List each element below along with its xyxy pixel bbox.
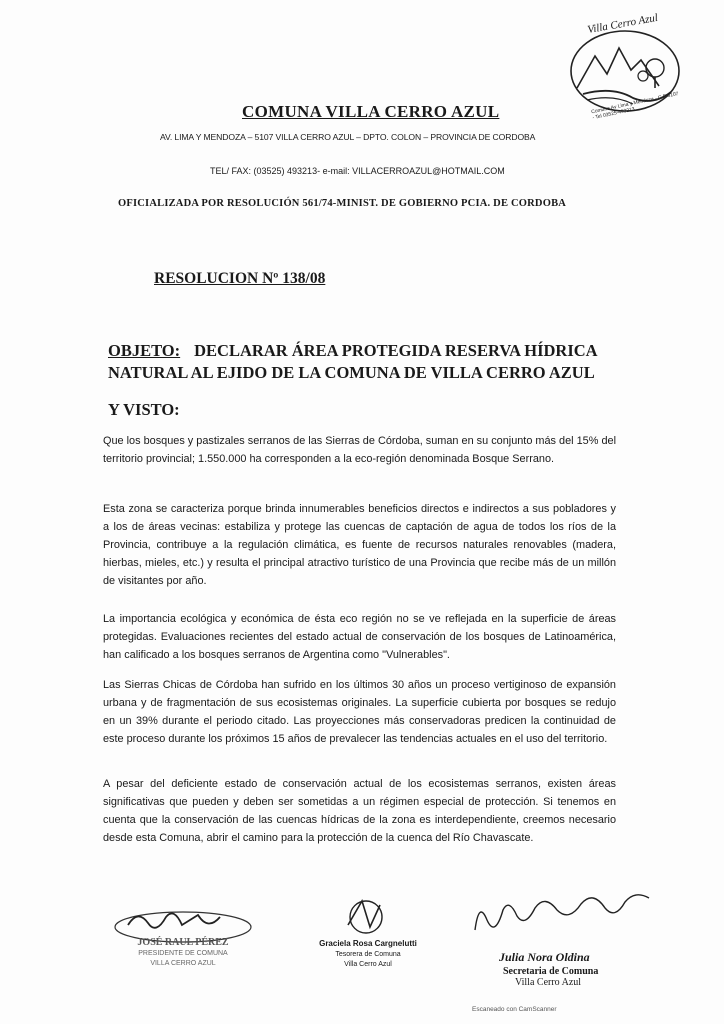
visto-heading: Y VISTO: [108, 400, 180, 419]
signature-location: Villa Cerro Azul [344, 961, 392, 968]
address-line: AV. LIMA Y MENDOZA – 5107 VILLA CERRO AZUL – DPTO. COLON – PROVINCIA DE CORDOBA [160, 132, 536, 142]
signature-name: Julia Nora Oldina [499, 950, 590, 964]
official-recognition-line: OFICIALIZADA POR RESOLUCIÓN 561/74-MINIST. DE GOBIERNO PCIA. DE CORDOBA [118, 198, 567, 209]
commune-logo-stamp [563, 11, 691, 126]
logo-caption: Comuna Av Lima y Mendoza - C.P 5107 - Tel 03525-493213 [590, 90, 680, 122]
paragraph: La importancia ecológica y económica de ésta eco región no se ve reflejada en la superficie de áreas protegidas. Evaluaciones recientes del estado actual de conservación de los bosques de Latinoamérica, han calificado a los bosques serranos de Argentina como "Vulnerables". [103, 613, 616, 661]
signature-name: JOSÉ RAUL PÉREZ [137, 937, 229, 948]
objeto-label: OBJETO: [108, 341, 181, 360]
paragraph: Que los bosques y pastizales serranos de las Sierras de Córdoba, suman en su conjunto más del 15% del territorio provincial; 1.550.000 ha corresponden a la eco-región denominada Bosque Serrano. [103, 435, 616, 465]
scanner-watermark: Escaneado con CamScanner [472, 1006, 557, 1013]
logo-title: Villa Cerro Azul [586, 11, 659, 37]
signature-scribble [465, 880, 665, 940]
paragraph: Las Sierras Chicas de Córdoba han sufrido en los últimos 30 años un proceso vertiginoso de expansión urbana y de fragmentación de sus ecosistemas originales. La superficie cubierta por bosques se redujo en un 39% durante el periodo citado. Las proyecciones más conservadoras predicen la continuidad de este proceso durante los próximos 15 años de prevalecer las tendencias actuales en el uso del territorio. [103, 679, 616, 745]
contact-line: TEL/ FAX: (03525) 493213- e-mail: VILLACERROAZUL@HOTMAIL.COM [210, 166, 505, 176]
signature-scribble [336, 895, 396, 937]
signature-location: Villa Cerro Azul [515, 977, 582, 988]
signature-role: Secretaria de Comuna [503, 966, 599, 977]
signature-role: PRESIDENTE DE COMUNA [138, 950, 228, 957]
paragraph: A pesar del deficiente estado de conservación actual de los ecosistemas serranos, existen áreas significativas que pueden y deben ser sometidas a un régimen especial de protección. Si tenemos en cuenta que la conservación de las cuencas hídricas de la zona es interdependiente, creemos necesario desde esta Comuna, abrir el camino para la protección de la cuenca del Río Chavascate. [103, 778, 616, 844]
commune-name-heading: COMUNA VILLA CERRO AZUL [242, 102, 500, 121]
resolution-title: RESOLUCION Nº 138/08 [154, 270, 326, 287]
signature-location: VILLA CERRO AZUL [150, 960, 216, 967]
signature-block-president [108, 905, 258, 975]
signature-name: Graciela Rosa Cargnelutti [319, 939, 417, 948]
paragraph: Esta zona se caracteriza porque brinda innumerables beneficios directos e indirectos a sus pobladores y a los de áreas vecinas: estabiliza y protege las cuencas de captación de agua de todos los ríos de la Provincia, contribuye a la regulación climática, es fuente de recursos naturales renovables (madera, hierbas, mieles, etc.) y resulta el principal atractivo turístico de una Provincia que recibe más de un millón de visitantes por año. [103, 503, 616, 587]
signature-block-secretary [465, 880, 665, 990]
signature-role: Tesorera de Comuna [335, 951, 401, 958]
objeto-block [108, 340, 648, 384]
signature-block-treasurer [318, 895, 418, 975]
objeto-text: DECLARAR ÁREA PROTEGIDA RESERVA HÍDRICA NATURAL AL EJIDO DE LA COMUNA DE VILLA CERRO AZUL [108, 341, 597, 382]
